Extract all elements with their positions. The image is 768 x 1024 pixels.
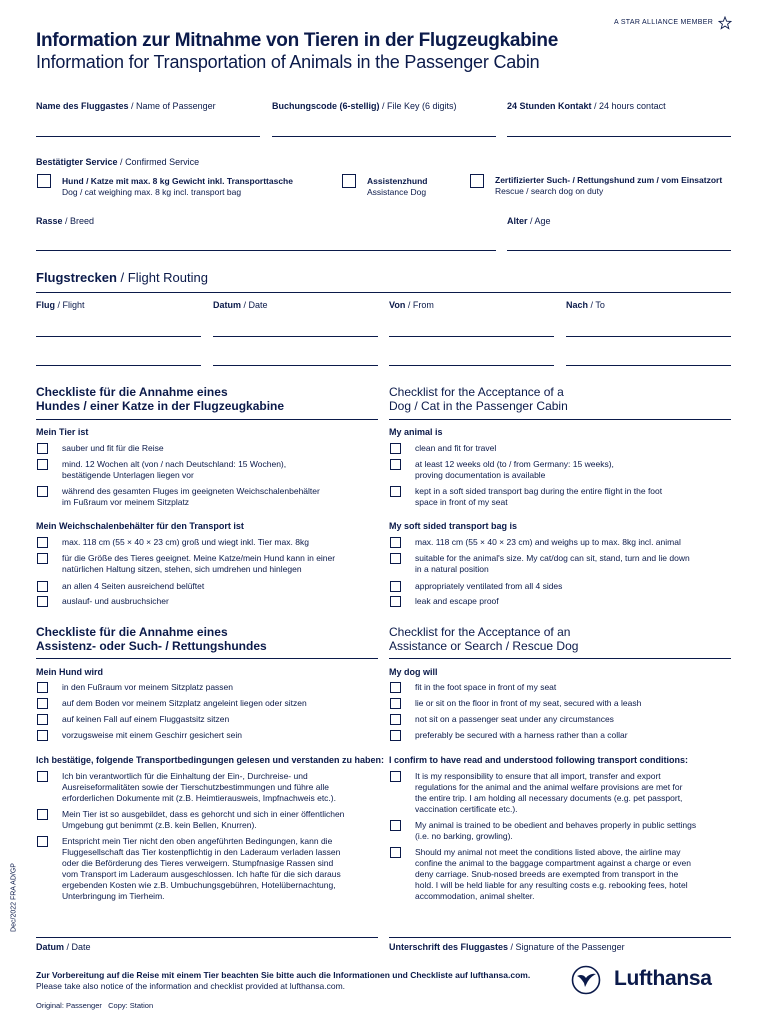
side-code: Dec/2022 FRA AD/GP xyxy=(10,863,18,932)
confirm-en-checkbox-2[interactable] xyxy=(390,820,401,831)
flight-input-line-1[interactable] xyxy=(36,336,201,337)
checklist2-divider-de xyxy=(36,658,378,659)
routing-divider xyxy=(36,292,731,293)
service-rescue-de: Zertifizierter Such- / Rettungshund zum / vom Einsatzort xyxy=(495,175,723,185)
bag-de-item-2: für die Größe des Tieres geeignet. Meine Katze/mein Hund kann in einer natürlichen Haltung sitzen, stehen, sich umdrehen und hinlegen xyxy=(62,553,336,574)
bag-en-item-1: max. 118 cm (55 × 40 × 23 cm) and weighs up to max. 8kg incl. animal xyxy=(415,537,681,547)
bag-de-checkbox-1[interactable] xyxy=(37,537,48,548)
flight-label-de: Flug xyxy=(36,300,55,310)
checklist1-title-de xyxy=(36,385,284,413)
title-en: Information for Transportation of Animals in the Passenger Cabin xyxy=(36,52,540,72)
bag-de-checkbox-2[interactable] xyxy=(37,553,48,564)
dog-en-checkbox-1[interactable] xyxy=(390,682,401,693)
dog-en-item-2: lie or sit on the floor in front of my seat, secured with a leash xyxy=(415,698,642,708)
bag-en-checkbox-2[interactable] xyxy=(390,553,401,564)
checklist2-divider-en xyxy=(389,658,731,659)
animal-de-checkbox-3[interactable] xyxy=(37,486,48,497)
to-label-de: Nach xyxy=(566,300,589,310)
routing-title-en: Flight Routing xyxy=(127,270,208,285)
animal-en-checkbox-1[interactable] xyxy=(390,443,401,454)
checklist2-title-en xyxy=(389,625,578,653)
animal-en-checkbox-3[interactable] xyxy=(390,486,401,497)
checklist1-title-en xyxy=(389,385,568,413)
checklist2-title-en-line1: Checklist for the Acceptance of an xyxy=(389,625,571,639)
service-rescue-checkbox[interactable] xyxy=(470,174,484,188)
dog-en-item-4: preferably be secured with a harness rather than a collar xyxy=(415,730,628,740)
service-assistance-label xyxy=(367,176,427,198)
bag-en-checkbox-1[interactable] xyxy=(390,537,401,548)
animal-de-checkbox-2[interactable] xyxy=(37,459,48,470)
dog-en-checkbox-3[interactable] xyxy=(390,714,401,725)
age-label: Alter / Age xyxy=(507,216,551,226)
flight-label-en: Flight xyxy=(62,300,85,310)
confirm-de-checkbox-2[interactable] xyxy=(37,809,48,820)
animal-en-item-2: at least 12 weeks old (to / from Germany: 15 weeks), proving documentation is available xyxy=(415,459,614,480)
flight-label: Flug / Flight xyxy=(36,300,85,310)
date-label-en: Date xyxy=(248,300,268,310)
date-signature-line[interactable] xyxy=(36,937,378,938)
confirm-en-item-1: It is my responsibility to ensure that all import, transfer and export regulations for the animal and the animal welfare provisions are met for the entire trip. I am holding all necessary documents (e.g. pet passport, vaccination certificate etc.). xyxy=(415,771,683,814)
service-label: Bestätigter Service / Confirmed Service xyxy=(36,157,200,167)
confirm-de-item-1: Ich bin verantwortlich für die Einhaltung der Ein-, Durchreise- und Ausreiseformalitäten sowie der Tierschutzbestimmungen und führe alle erforderlichen Dokumente mit (z.B. Heimtierausweis, Impfnachweis etc.). xyxy=(62,771,336,803)
service-dogcat-checkbox[interactable] xyxy=(37,174,51,188)
date-input-line-1[interactable] xyxy=(213,336,378,337)
bag-en-item-4: leak and escape proof xyxy=(415,596,499,606)
contact-label: 24 Stunden Kontakt / 24 hours contact xyxy=(507,101,666,111)
checklist2-title-de xyxy=(36,625,267,653)
filekey-label-en: File Key (6 digits) xyxy=(387,101,457,111)
dog-de-item-3: auf keinen Fall auf einem Fluggastsitz sitzen xyxy=(62,714,230,724)
passenger-signature-line[interactable] xyxy=(389,937,731,938)
service-dogcat-de: Hund / Katze mit max. 8 kg Gewicht inkl. Transporttasche xyxy=(62,176,293,186)
footer-note-de: Zur Vorbereitung auf die Reise mit einem Tier beachten Sie bitte auch die Informationen und Checkliste auf lufthansa.com. xyxy=(36,970,531,980)
dog-heading-en: My dog will xyxy=(389,667,438,677)
copy-note: Original: Passenger Copy: Station xyxy=(36,1001,154,1010)
filekey-label-de: Buchungscode (6-stellig) xyxy=(272,101,380,111)
confirm-de-checkbox-1[interactable] xyxy=(37,771,48,782)
breed-input-line[interactable] xyxy=(36,250,496,251)
checklist1-title-en-line1: Checklist for the Acceptance of a xyxy=(389,385,564,399)
flight-input-line-2[interactable] xyxy=(36,365,201,366)
contact-label-de: 24 Stunden Kontakt xyxy=(507,101,592,111)
service-rescue-en: Rescue / search dog on duty xyxy=(495,186,604,196)
date-label: Datum / Date xyxy=(213,300,268,310)
passenger-label-de: Name des Fluggastes xyxy=(36,101,129,111)
contact-label-en: 24 hours contact xyxy=(599,101,666,111)
animal-de-item-1: sauber und fit für die Reise xyxy=(62,443,164,453)
passenger-label: Name des Fluggastes / Name of Passenger xyxy=(36,101,216,111)
animal-heading-de: Mein Tier ist xyxy=(36,427,89,437)
dog-de-checkbox-3[interactable] xyxy=(37,714,48,725)
checklist1-divider-de xyxy=(36,419,378,420)
to-label-en: To xyxy=(595,300,605,310)
animal-en-item-3: kept in a soft sided transport bag during the entire flight in the foot space in front of my seat xyxy=(415,486,663,507)
from-label-en: From xyxy=(412,300,434,310)
checklist2-title-de-line1: Checkliste für die Annahme eines xyxy=(36,625,228,639)
passenger-label-en: Name of Passenger xyxy=(136,101,216,111)
confirm-en-item-3: Should my animal not meet the conditions listed above, the airline may confine the animal to the baggage compartment against a charge or even deny carriage. Snub-nosed breeds are exempted from transport in the hold. I will be held liable for any resulting costs e.g. rebooking fees, hotel accommodation, animal shelter. xyxy=(415,847,691,901)
service-label-en: Confirmed Service xyxy=(125,157,200,167)
star-alliance-icon xyxy=(718,16,732,30)
confirm-heading-de: Ich bestätige, folgende Transportbedingungen gelesen und verstanden zu haben: xyxy=(36,755,385,765)
breed-label-de: Rasse xyxy=(36,216,63,226)
lufthansa-crane-icon xyxy=(571,965,601,995)
to-input-line-2[interactable] xyxy=(566,365,731,366)
bag-en-checkbox-4[interactable] xyxy=(390,596,401,607)
bag-en-checkbox-3[interactable] xyxy=(390,581,401,592)
footer-note-en: Please take also notice of the information and checklist provided at lufthansa.com. xyxy=(36,981,346,991)
from-label-de: Von xyxy=(389,300,406,310)
bag-de-item-4: auslauf- und ausbruchsicher xyxy=(62,596,169,606)
bag-de-item-3: an allen 4 Seiten ausreichend belüftet xyxy=(62,581,205,591)
animal-en-item-1: clean and fit for travel xyxy=(415,443,497,453)
passenger-input-line[interactable] xyxy=(36,136,260,137)
from-input-line-1[interactable] xyxy=(389,336,554,337)
title-de: Information zur Mitnahme von Tieren in der Flugzeugkabine xyxy=(36,30,558,51)
service-label-de: Bestätigter Service xyxy=(36,157,118,167)
filekey-label: Buchungscode (6-stellig) / File Key (6 digits) xyxy=(272,101,457,111)
bag-heading-en: My soft sided transport bag is xyxy=(389,521,518,531)
animal-heading-en: My animal is xyxy=(389,427,443,437)
to-input-line-1[interactable] xyxy=(566,336,731,337)
checklist1-title-de-line1: Checkliste für die Annahme eines xyxy=(36,385,228,399)
service-dogcat-en: Dog / cat weighing max. 8 kg incl. transport bag xyxy=(62,187,242,197)
dog-de-checkbox-2[interactable] xyxy=(37,698,48,709)
confirm-de-item-3: Entspricht mein Tier nicht den oben angeführten Bedingungen, kann die Fluggesellschaft das Tier kostenpflichtig in den Laderaum verladen lassen oder die Beförderung des Tieres verweigern. Stumpfnasige Rassen sind vom Transport im Laderaum ausgeschlossen. Ich hafte für die sich daraus ergebenden Kosten wie z.B. Umbuchungsgebühren, Hotelübernachtung, Unterbringung im Tierheim. xyxy=(62,836,341,901)
animal-de-item-3: während des gesamten Fluges im geeigneten Weichschalenbehälter im Fußraum vor meinem Sitzplatz xyxy=(62,486,320,507)
checklist2-title-en-line2: Assistance or Search / Rescue Dog xyxy=(389,639,579,653)
dog-de-checkbox-1[interactable] xyxy=(37,682,48,693)
confirm-heading-en: I confirm to have read and understood following transport conditions: xyxy=(389,755,689,765)
signature-label: Unterschrift des Fluggastes / Signature of the Passenger xyxy=(389,942,625,952)
lufthansa-brand: Lufthansa xyxy=(614,967,712,990)
age-label-de: Alter xyxy=(507,216,528,226)
star-alliance-text: A STAR ALLIANCE MEMBER xyxy=(614,19,714,26)
animal-en-checkbox-2[interactable] xyxy=(390,459,401,470)
dog-de-item-2: auf dem Boden vor meinem Sitzplatz angeleint liegen oder sitzen xyxy=(62,698,307,708)
checklist1-title-en-line2: Dog / Cat in the Passenger Cabin xyxy=(389,399,568,413)
filekey-input-line[interactable] xyxy=(272,136,496,137)
to-label: Nach / To xyxy=(566,300,605,310)
animal-de-checkbox-1[interactable] xyxy=(37,443,48,454)
signature-label-en: Signature of the Passenger xyxy=(515,942,625,952)
age-label-en: Age xyxy=(534,216,551,226)
routing-title-de: Flugstrecken xyxy=(36,270,117,285)
signature-label-de: Unterschrift des Fluggastes xyxy=(389,942,509,952)
dog-de-item-4: vorzugsweise mit einem Geschirr gesichert sein xyxy=(62,730,242,740)
dog-de-checkbox-4[interactable] xyxy=(37,730,48,741)
breed-label: Rasse / Breed xyxy=(36,216,95,226)
bag-heading-de: Mein Weichschalenbehälter für den Transport ist xyxy=(36,521,244,531)
star-alliance-label xyxy=(614,19,713,26)
dog-en-item-1: fit in the foot space in front of my seat xyxy=(415,682,557,692)
dog-en-checkbox-4[interactable] xyxy=(390,730,401,741)
dog-de-item-1: in den Fußraum vor meinem Sitzplatz passen xyxy=(62,682,234,692)
contact-input-line[interactable] xyxy=(507,136,731,137)
checklist2-title-de-line2: Assistenz- oder Such- / Rettungshundes xyxy=(36,639,267,653)
footer-date-label: Datum / Date xyxy=(36,942,91,952)
confirm-de-item-2: Mein Tier ist so ausgebildet, dass es gehorcht und sich in einer öffentlichen Umgebung gut benimmt (z.B. kein Bellen, Knurren). xyxy=(62,809,345,830)
footer-date-de: Datum xyxy=(36,942,65,952)
checklist1-divider-en xyxy=(389,419,731,420)
bag-de-checkbox-3[interactable] xyxy=(37,581,48,592)
dog-en-item-3: not sit on a passenger seat under any circumstances xyxy=(415,714,614,724)
bag-en-item-3: appropriately ventilated from all 4 sides xyxy=(415,581,563,591)
footer-date-en: Date xyxy=(71,942,91,952)
confirm-en-item-2: My animal is trained to be obedient and behaves properly in public settings (i.e. no barking, growling). xyxy=(415,820,697,841)
date-input-line-2[interactable] xyxy=(213,365,378,366)
routing-title: Flugstrecken / Flight Routing xyxy=(36,270,208,285)
bag-de-item-1: max. 118 cm (55 × 40 × 23 cm) groß und wiegt inkl. Tier max. 8kg xyxy=(62,537,309,547)
animal-de-item-2: mind. 12 Wochen alt (von / nach Deutschland: 15 Wochen), bestätigende Unterlagen liegen vor xyxy=(62,459,287,480)
service-assistance-de: Assistenzhund xyxy=(367,176,428,186)
date-label-de: Datum xyxy=(213,300,242,310)
bag-de-checkbox-4[interactable] xyxy=(37,596,48,607)
confirm-de-checkbox-3[interactable] xyxy=(37,836,48,847)
checklist1-title-de-line2: Hundes / einer Katze in der Flugzeugkabine xyxy=(36,399,285,413)
confirm-en-checkbox-3[interactable] xyxy=(390,847,401,858)
confirm-en-checkbox-1[interactable] xyxy=(390,771,401,782)
service-assistance-checkbox[interactable] xyxy=(342,174,356,188)
age-input-line[interactable] xyxy=(507,250,731,251)
service-rescue-label xyxy=(495,175,722,197)
from-label: Von / From xyxy=(389,300,434,310)
service-assistance-en: Assistance Dog xyxy=(367,187,427,197)
from-input-line-2[interactable] xyxy=(389,365,554,366)
bag-en-item-2: suitable for the animal's size. My cat/dog can sit, stand, turn and lie down in a natural position xyxy=(415,553,690,574)
breed-label-en: Breed xyxy=(70,216,95,226)
service-dogcat-label xyxy=(62,176,293,198)
dog-heading-de: Mein Hund wird xyxy=(36,667,103,677)
dog-en-checkbox-2[interactable] xyxy=(390,698,401,709)
